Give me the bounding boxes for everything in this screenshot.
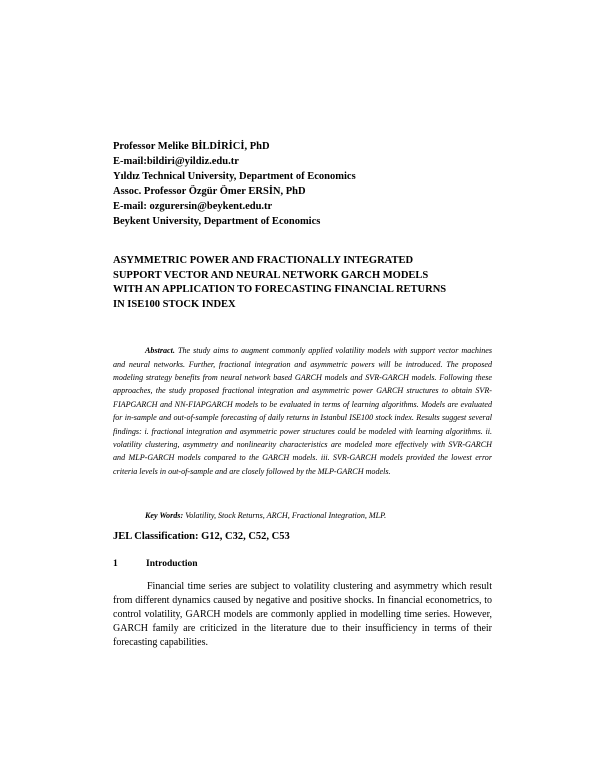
abstract-text: The study aims to augment commonly applied volatility models with support vector machines and neural networks. Further, fractional integration and asymmetric powers will be introduced. The proposed modeling strategy benefits from neural network based GARCH models and SVR-GARCH models. Following these approaches, the study proposed fractional integration and asymmetric power GARCH structures to obtain SVR-FIAPGARCH and NN-FIAPGARCH models to be evaluated in terms of learning algorithms. Models are evaluated for in-sample and out-of-sample forecasting of daily returns in Istanbul ISE100 stock index. Results suggest several findings: i. fractional integration and asymmetric power structures could be modeled with learning algorithms. ii. volatility clustering, asymmetry and nonlinearity characteristics are modeled more effectively with SVR-GARCH and MLP-GARCH models compared to the GARCH models. iii. SVR-GARCH models provided the lowest error criteria levels in out-of-sample and are closely followed by the MLP-GARCH models. [113, 346, 492, 476]
title-line: ASYMMETRIC POWER AND FRACTIONALLY INTEGRATED [113, 255, 414, 266]
jel-classification: JEL Classification: G12, C32, C52, C53 [113, 531, 290, 542]
title-line: WITH AN APPLICATION TO FORECASTING FINANCIAL RETURNS [113, 284, 447, 295]
section-body: Financial time series are subject to volatility clustering and asymmetry which result from different dynamics caused by negative and positive shocks. In financial econometrics, to control volatility, GARCH models are commonly applied in modelling time series. However, GARCH family are criticized in the literature due to their insufficiency in terms of their forecasting capabilities. [113, 581, 492, 648]
keywords-label: Key Words: [145, 511, 184, 520]
paper-title [113, 254, 503, 312]
author-line: Beykent University, Department of Economics [113, 216, 321, 227]
abstract-label: Abstract. [145, 346, 175, 356]
title-line: IN ISE100 STOCK INDEX [113, 298, 236, 310]
author-line: Assoc. Professor Özgür Ömer ERSİN, PhD [113, 186, 306, 197]
abstract [113, 344, 492, 478]
section-heading [113, 557, 413, 571]
section-title: Introduction [146, 559, 198, 569]
keywords [145, 510, 495, 522]
author-line: Professor Melike BİLDİRİCİ, PhD [113, 141, 270, 152]
section-number: 1 [113, 559, 118, 569]
keywords-text: Volatility, Stock Returns, ARCH, Fractional Integration, MLP. [185, 511, 387, 520]
author-line: E-mail:bildiri@yildiz.edu.tr [113, 156, 239, 167]
author-line: Yıldız Technical University, Department of Economics [113, 171, 356, 182]
title-line: SUPPORT VECTOR AND NEURAL NETWORK GARCH MODELS [113, 269, 429, 281]
author-block [113, 139, 513, 229]
author-line: E-mail: ozgurersin@beykent.edu.tr [113, 201, 273, 212]
